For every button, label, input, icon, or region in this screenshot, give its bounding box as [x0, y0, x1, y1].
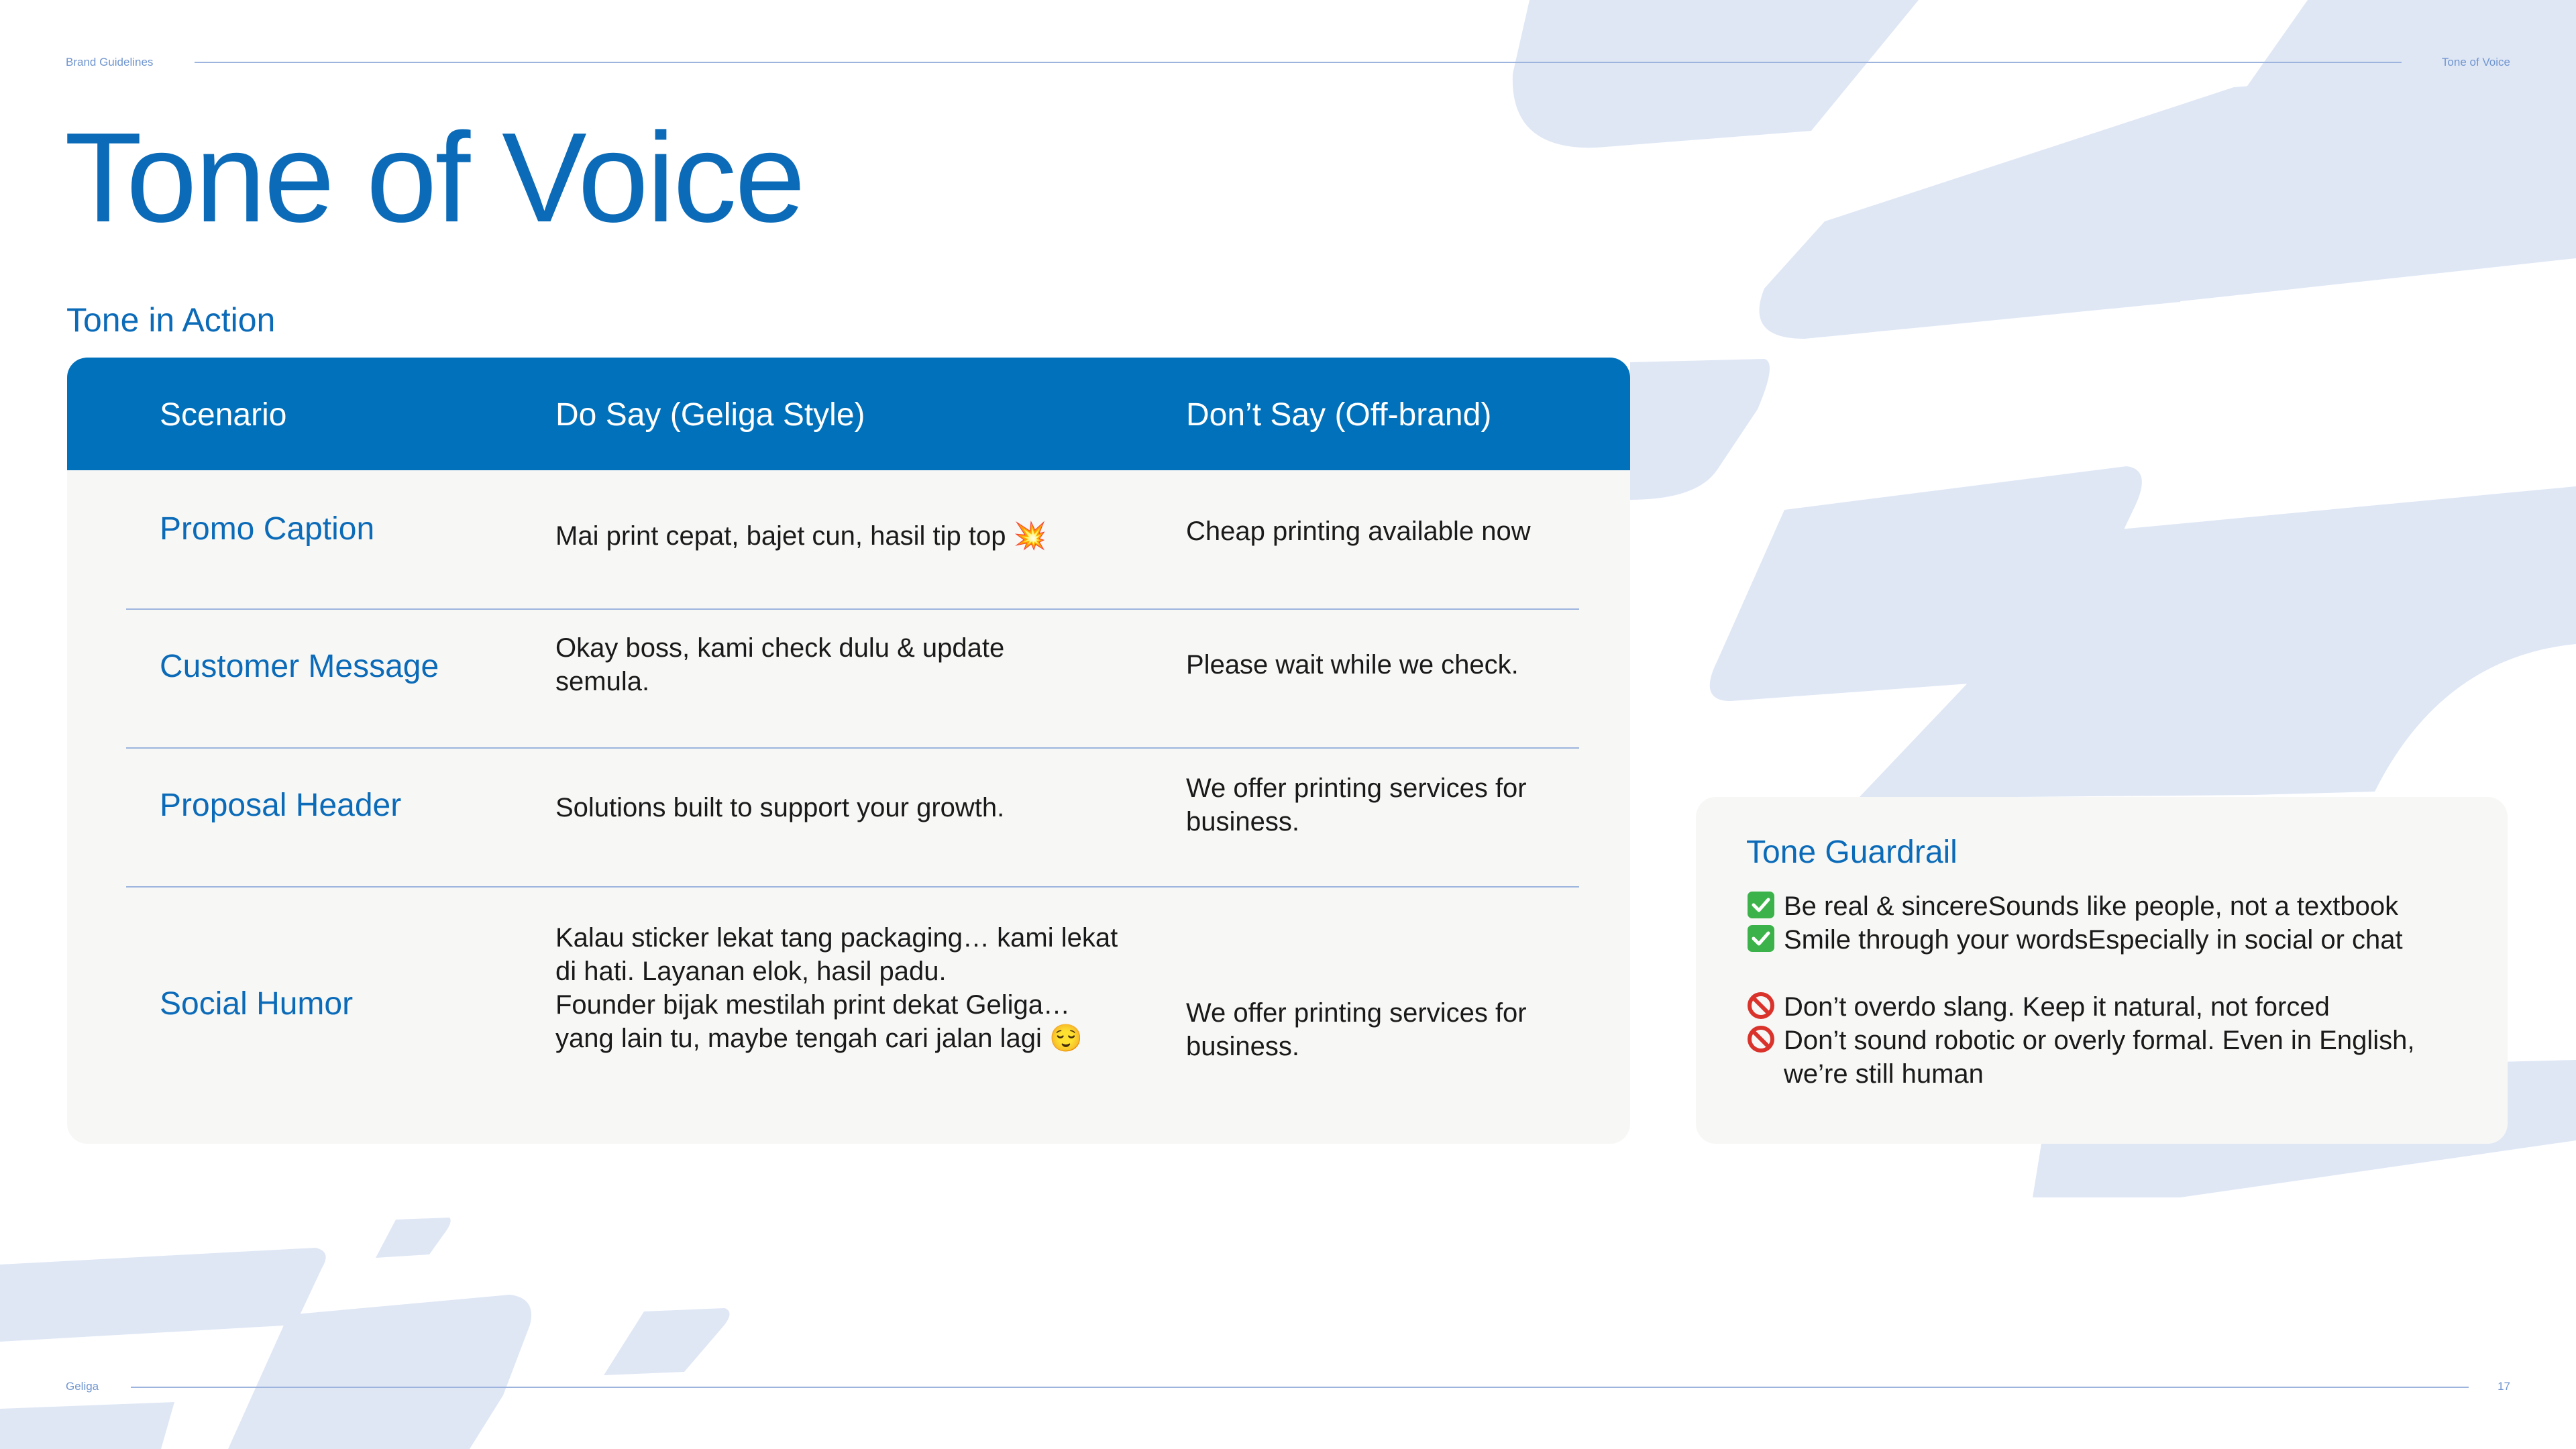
guardrail-do-text: Be real & sincereSounds like people, not a textbook: [1784, 892, 2399, 921]
tone-guardrail-card: [1696, 797, 2508, 1144]
page-number: 17: [2498, 1380, 2510, 1393]
guardrail-do-item: [1746, 923, 2484, 957]
footer-divider: [131, 1387, 2469, 1388]
do-say-cell: Okay boss, kami check dulu & update semula.: [555, 633, 1005, 696]
scenario-cell: Customer Message: [160, 649, 439, 684]
page-title: Tone of Voice: [64, 107, 804, 249]
prohibited-icon: [1746, 1024, 1776, 1054]
dont-say-cell: Please wait while we check.: [1186, 650, 1519, 680]
header-brand-guidelines: Brand Guidelines: [66, 56, 154, 68]
header-divider: [195, 62, 2402, 63]
scenario-cell: Promo Caption: [160, 511, 375, 547]
guardrail-dont-text: Don’t overdo slang. Keep it natural, not forced: [1784, 992, 2330, 1022]
table-row: [67, 749, 1630, 887]
dont-say-cell: We offer printing services for business.: [1186, 998, 1527, 1061]
dont-say-cell: We offer printing services for business.: [1186, 773, 1527, 837]
guardrail-do-item: [1746, 890, 2484, 923]
prohibited-icon: [1746, 991, 1776, 1020]
guardrail-dont-item: [1746, 1024, 2484, 1091]
guardrail-title: Tone Guardrail: [1746, 835, 1957, 870]
column-header-dont-say: Don’t Say (Off-brand): [1186, 397, 1492, 433]
guardrail-dont-item: [1746, 990, 2484, 1024]
do-say-cell: Solutions built to support your growth.: [555, 793, 1005, 822]
do-say-cell-part-1: Kalau sticker lekat tang packaging… kami lekat di hati. Layanan elok, hasil padu.: [555, 923, 1118, 986]
table-row: [67, 610, 1630, 748]
tone-table: [67, 358, 1630, 1144]
scenario-cell: Proposal Header: [160, 788, 402, 823]
footer-brand-name: Geliga: [66, 1380, 99, 1393]
guardrail-dont-text-continued: we’re still human: [1784, 1059, 1984, 1089]
column-header-do-say: Do Say (Geliga Style): [555, 397, 865, 433]
table-row: [67, 470, 1630, 610]
dont-say-cell: Cheap printing available now: [1186, 517, 1531, 546]
do-say-cell: Mai print cepat, bajet cun, hasil tip top 💥: [555, 521, 1047, 551]
do-say-cell-part-2: Founder bijak mestilah print dekat Geliga… yang lain tu, maybe tengah cari jalan lagi 😌: [555, 990, 1083, 1053]
check-mark-icon: [1746, 924, 1776, 953]
guardrail-do-text: Smile through your wordsEspecially in social or chat: [1784, 925, 2403, 955]
check-mark-icon: [1746, 890, 1776, 920]
table-row: [67, 888, 1630, 1144]
section-title: Tone in Action: [66, 301, 276, 339]
scenario-cell: Social Humor: [160, 986, 354, 1022]
table-header: [67, 358, 1630, 470]
column-header-scenario: Scenario: [160, 397, 287, 433]
header-section-name: Tone of Voice: [2441, 56, 2510, 68]
guardrail-dont-text: Don’t sound robotic or overly formal. Even in English,: [1784, 1026, 2415, 1055]
